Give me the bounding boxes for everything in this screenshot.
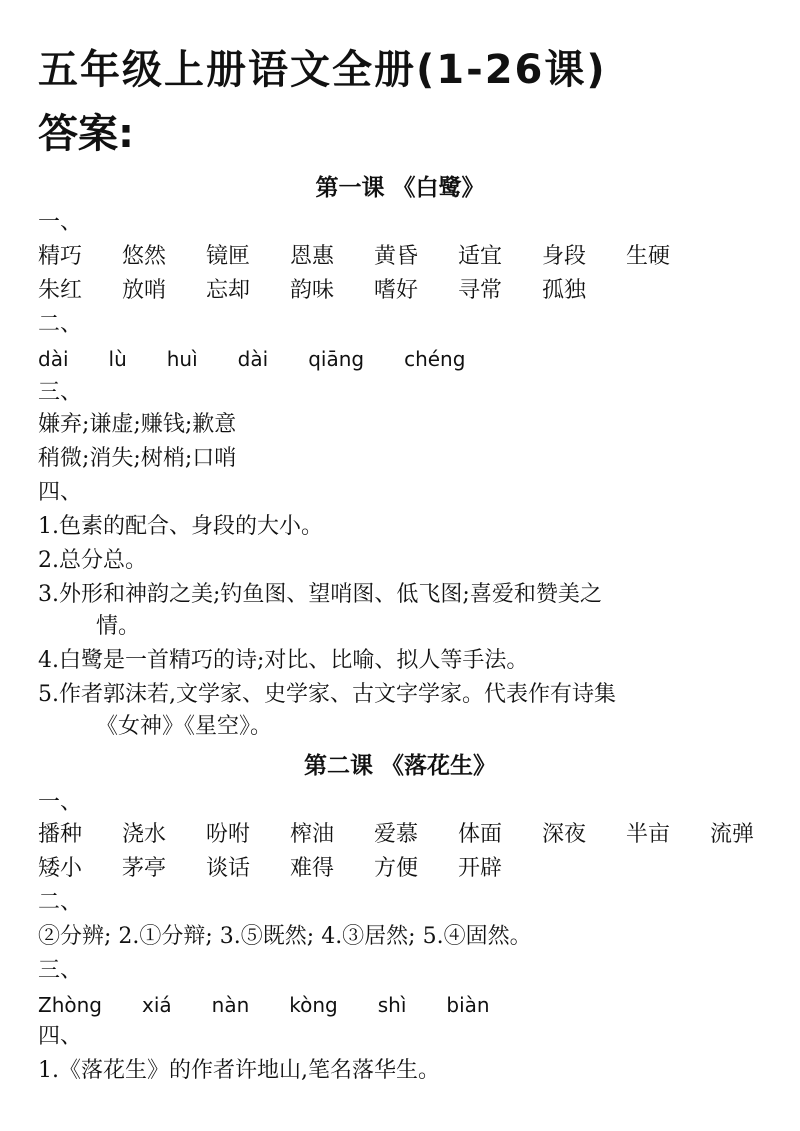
lesson2-section1-label: 一、 [38,790,83,815]
pinyin: huì [166,347,198,371]
lesson1-heading: 第一课 《白鹭》 [315,175,485,201]
pinyin: kòng [289,993,338,1017]
word: 爱慕 [374,822,419,847]
page-title: 五年级上册语文全册(1-26课) [38,47,607,93]
word: 身段 [542,244,587,269]
lesson1-line3a: 嫌弃;谦虚;赚钱;歉意 [38,412,237,437]
word: 适宜 [458,244,503,269]
lesson1-section2-label: 二、 [38,312,83,337]
lesson2-heading: 第二课 《落花生》 [303,753,496,779]
lesson1-words-row1 [38,242,710,272]
word: 嗜好 [374,278,419,303]
word: 半亩 [626,822,671,847]
pinyin: lù [108,347,127,371]
word: 孤独 [542,278,587,303]
word: 茅亭 [122,856,167,881]
pinyin: chéng [404,347,466,371]
pinyin: xiá [141,993,172,1017]
lesson2-section2-label: 二、 [38,890,83,915]
word: 生硬 [626,244,671,269]
lesson1-answer3-cont: 情。 [96,614,141,639]
pinyin: qiāng [308,347,365,371]
pinyin: shì [377,993,407,1017]
lesson1-section1-label: 一、 [38,210,83,235]
word: 体面 [458,822,503,847]
pinyin: nàn [211,993,250,1017]
pinyin: Zhòng [38,993,102,1017]
word: 流弹 [710,822,755,847]
word: 难得 [290,856,335,881]
word: 韵味 [290,278,335,303]
lesson2-line2: ②分辨; 2.①分辩; 3.⑤既然; 4.③居然; 5.④固然。 [38,924,532,949]
lesson1-answer1: 1.色素的配合、身段的大小。 [38,514,323,539]
word: 恩惠 [290,244,335,269]
word: 深夜 [542,822,587,847]
word: 朱红 [38,278,83,303]
pinyin: dài [237,347,269,371]
lesson1-answer3: 3.外形和神韵之美;钓鱼图、望哨图、低飞图;喜爱和赞美之 [38,582,602,607]
lesson2-words-row2 [38,854,542,884]
word: 吩咐 [206,822,251,847]
word: 开辟 [458,856,503,881]
word: 放哨 [122,278,167,303]
word: 矮小 [38,856,83,881]
lesson1-section3-label: 三、 [38,380,83,405]
lesson1-answer4: 4.白鹭是一首精巧的诗;对比、比喻、拟人等手法。 [38,648,529,673]
lesson1-section4-label: 四、 [38,480,83,505]
lesson1-pinyin-row [38,344,505,374]
answers-heading: 答案: [38,111,134,157]
word: 忘却 [206,278,251,303]
word: 谈话 [206,856,251,881]
word: 精巧 [38,244,83,269]
pinyin: biàn [446,993,490,1017]
word: 悠然 [122,244,167,269]
pinyin: dài [38,347,69,371]
word: 浇水 [122,822,167,847]
lesson2-answer1: 1.《落花生》的作者许地山,笔名落华生。 [38,1058,440,1083]
lesson1-answer5: 5.作者郭沫若,文学家、史学家、古文字学家。代表作有诗集 [38,682,616,707]
lesson2-section3-label: 三、 [38,958,83,983]
word: 方便 [374,856,419,881]
lesson1-answer5-cont: 《女神》《星空》。 [96,714,273,739]
word: 寻常 [458,278,503,303]
word: 播种 [38,822,83,847]
word: 黄昏 [374,244,419,269]
word: 镜匣 [206,244,251,269]
lesson2-section4-label: 四、 [38,1024,83,1049]
lesson1-line3b: 稍微;消失;树梢;口哨 [38,446,237,471]
lesson2-words-row1 [38,820,754,850]
lesson2-pinyin-row [38,990,530,1020]
lesson1-words-row2 [38,276,626,306]
lesson1-answer2: 2.总分总。 [38,548,147,573]
word: 榨油 [290,822,335,847]
